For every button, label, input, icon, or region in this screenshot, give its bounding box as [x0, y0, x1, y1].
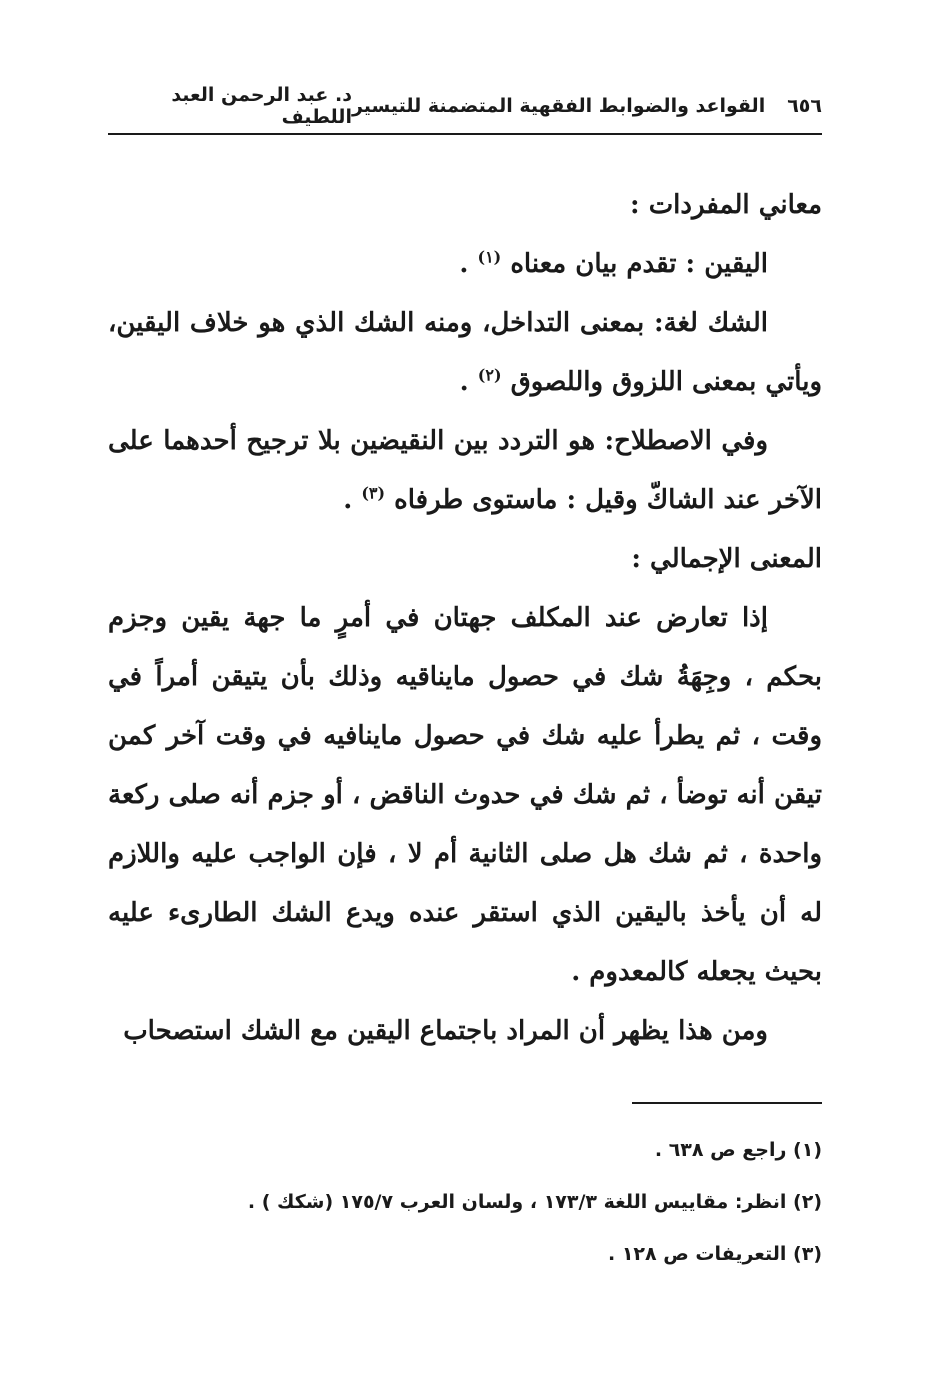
shak-text: الشك لغة: بمعنى التداخل، ومنه الشك الذي هو خلاف اليقين، ويأتي بمعنى اللزوق واللصوق	[108, 308, 822, 397]
closing-line: ومن هذا يظهر أن المراد باجتماع اليقين مع الشك استصحاب	[123, 1016, 768, 1046]
footnote-3: (٣) التعريفات ص ١٢٨ .	[607, 1243, 822, 1265]
istilah-paragraph	[108, 412, 822, 530]
page-number: ٦٥٦	[787, 95, 822, 117]
footnote-ref-1[interactable]: (١)	[477, 247, 502, 267]
istilah-text: وفي الاصطلاح: هو التردد بين النقيضين بلا ترجيح أحدهما على الآخر عند الشاكّ وقيل : ماستوى طرفاه	[108, 426, 822, 515]
ijmali-heading: المعنى الإجمالي :	[631, 544, 822, 574]
book-title: القواعد والضوابط الفقهية المتضمنة للتيسير	[351, 95, 766, 117]
footnote-ref-3[interactable]: (٣)	[361, 483, 386, 503]
vocab-heading: معاني المفردات :	[630, 190, 822, 220]
yaqin-paragraph	[108, 235, 822, 294]
istilah-end: .	[343, 485, 353, 515]
footnote-ref-2[interactable]: (٢)	[477, 365, 502, 385]
running-header	[108, 86, 822, 126]
yaqin-text: اليقين : تقدم بيان معناه	[510, 249, 768, 279]
page	[108, 0, 822, 1380]
ijmali-paragraph: إذا تعارض عند المكلف جهتان في أمرٍ ما جهة يقين وجزم بحكم ، وجِهَةُ شك في حصول مايناقيه وذلك بأن يتيقن أمراً في وقت ، ثم يطرأ عليه شك في حصول ماينافيه في وقت آخر كمن تيقن أنه توضأ ، ثم شك في حدوث الناقض ، أو جزم أنه صلى ركعة واحدة ، ثم شك هل صلى الثانية أم لا ، فإن الواجب عليه واللازم له أن يأخذ باليقين الذي استقر عنده ويدع الشك الطارىء عليه بحيث يجعله كالمعدوم .	[108, 603, 822, 987]
shak-paragraph	[108, 294, 822, 412]
footnote-2: (٢) انظر: مقاييس اللغة ١٧٣/٣ ، ولسان العرب ١٧٥/٧ (شكك ) .	[247, 1191, 822, 1213]
main-text	[108, 176, 822, 1061]
footnote-divider	[632, 1102, 822, 1104]
author-name: د. عبد الرحمن العبد اللطيف	[171, 84, 352, 128]
footnote-1: (١) راجع ص ٦٣٨ .	[654, 1139, 822, 1161]
yaqin-end: .	[459, 249, 469, 279]
header-divider	[108, 133, 822, 135]
shak-end: .	[459, 367, 469, 397]
footnotes	[108, 1124, 822, 1280]
